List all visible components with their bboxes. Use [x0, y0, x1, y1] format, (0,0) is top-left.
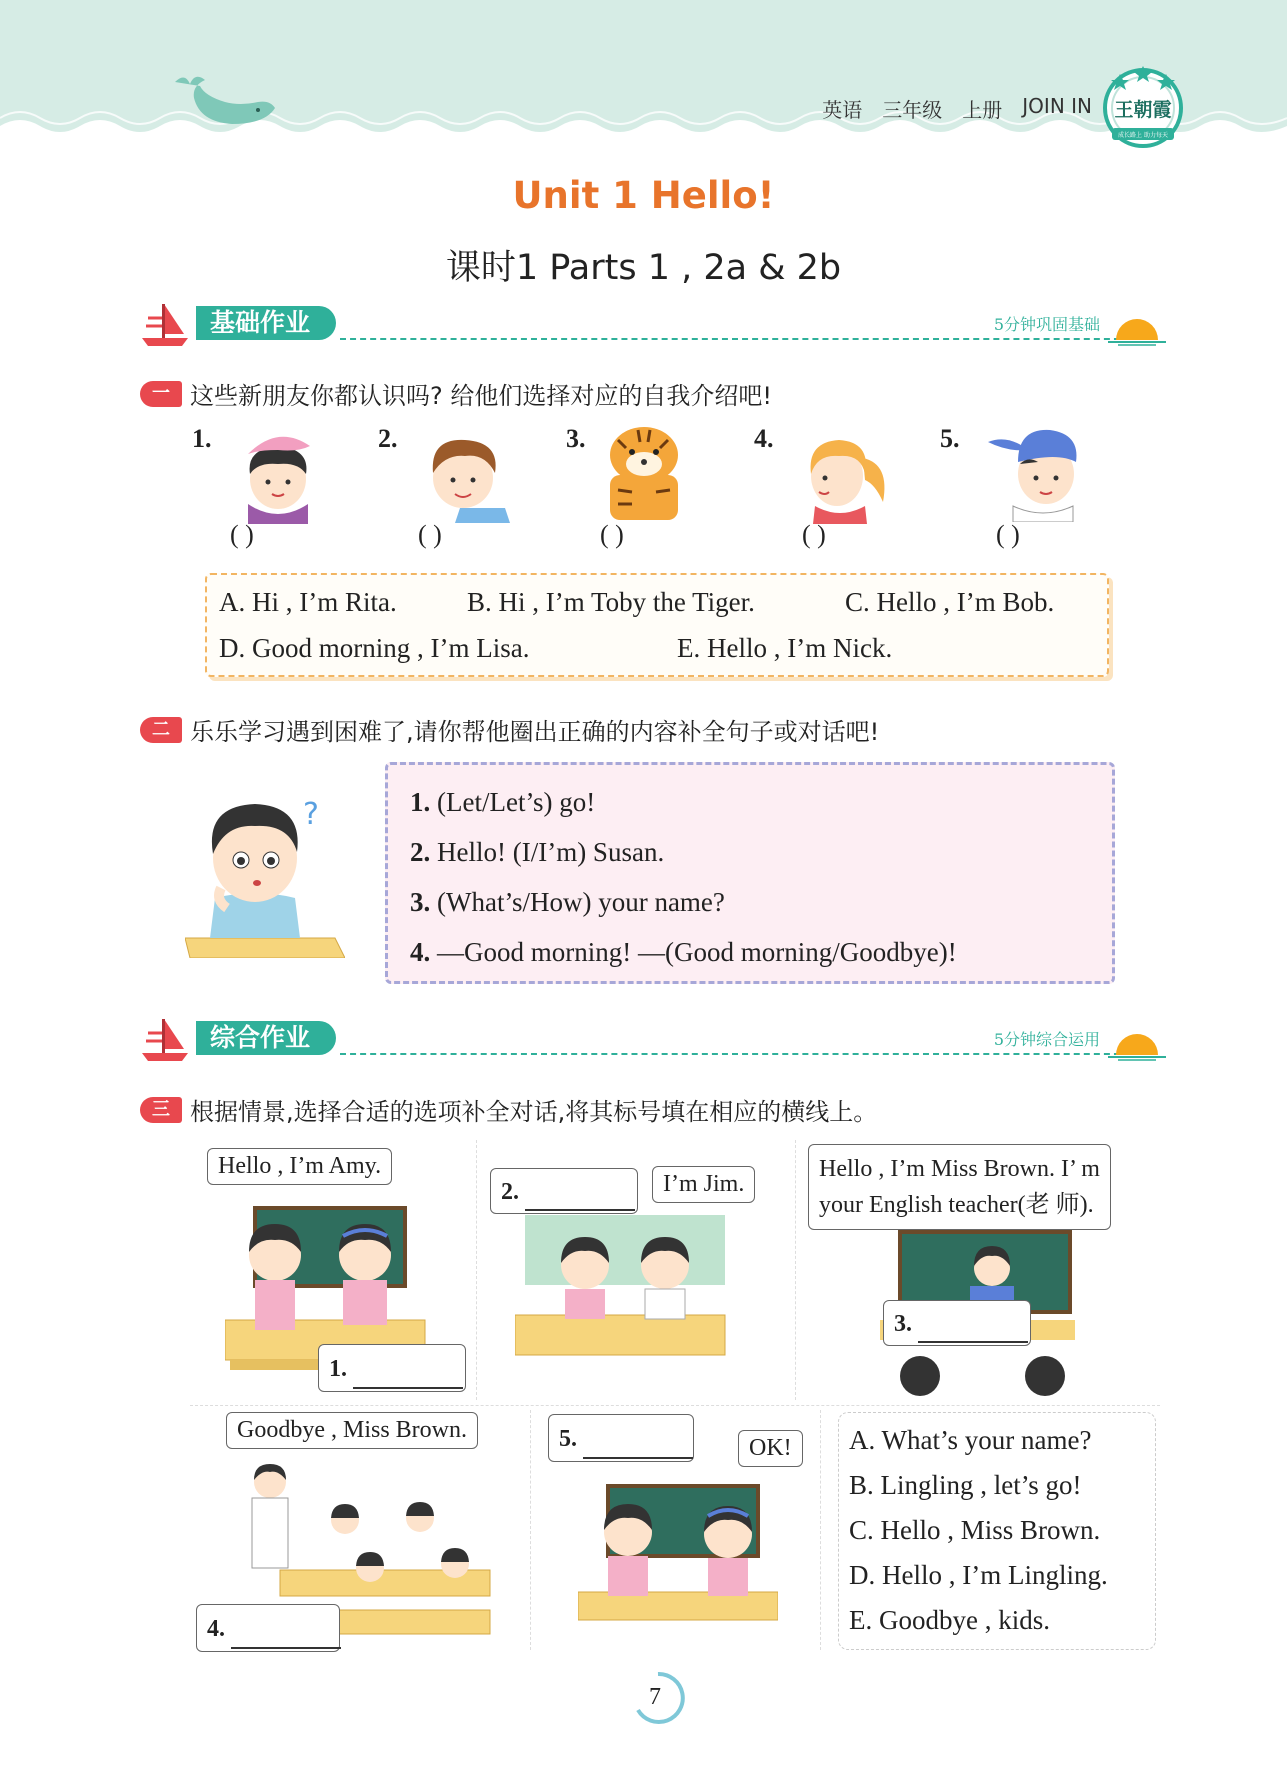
section-bar-basic [140, 300, 1170, 350]
question-2-text: 乐乐学习遇到困难了,请你帮他圈出正确的内容补全句子或对话吧! [190, 718, 880, 746]
blank-1-number: 1. [329, 1356, 347, 1382]
speech-bubble-ok: OK! [738, 1430, 803, 1467]
speech-line-2: your English teacher(老 师). [819, 1192, 1094, 1218]
boy-brown-hair-image [415, 428, 515, 523]
crumb-subject: 英语 [822, 98, 863, 122]
answer-bubble-4[interactable] [196, 1604, 340, 1652]
section-divider [340, 1053, 1130, 1055]
choice-1-number: 1. [410, 787, 431, 817]
answer-paren-3[interactable]: ( ) [600, 520, 624, 549]
crumb-grade: 三年级 [882, 98, 943, 122]
question-3-text: 根据情景,选择合适的选项补全对话,将其标号填在相应的横线上。 [190, 1098, 878, 1126]
blank-2-number: 2. [501, 1179, 519, 1205]
option-d: D. Good morning , I’m Lisa. [219, 633, 530, 663]
sailboat-icon [140, 1015, 190, 1065]
crumb-edition: JOIN IN [1022, 94, 1092, 118]
dialogue-option-c: C. Hello , Miss Brown. [849, 1515, 1101, 1545]
section-label-comprehensive: 综合作业 [196, 1021, 336, 1055]
section-divider [340, 338, 1130, 340]
answer-bubble-3[interactable] [883, 1300, 1031, 1346]
dialogue-option-b: B. Lingling , let’s go! [849, 1470, 1082, 1500]
speech-bubble-amy: Hello , I’m Amy. [207, 1148, 392, 1185]
blank-4-number: 4. [207, 1616, 225, 1642]
choice-3-number: 3. [410, 887, 431, 917]
speech-bubble-miss-brown [808, 1144, 1111, 1230]
crumb-volume: 上册 [962, 98, 1003, 122]
question-2-badge: 二 [140, 717, 182, 743]
picture-1-number: 1. [192, 424, 212, 453]
section-label-basic: 基础作业 [196, 306, 336, 340]
section-bar-comprehensive [140, 1015, 1170, 1065]
dialogue-option-d: D. Hello , I’m Lingling. [849, 1560, 1108, 1590]
logo-subtext: 成长路上 助力每天 [1118, 132, 1168, 139]
answer-bubble-1[interactable] [318, 1344, 466, 1392]
choice-4-number: 4. [410, 937, 431, 967]
question-1-text: 这些新朋友你都认识吗? 给他们选择对应的自我介绍吧! [190, 382, 772, 410]
question-3-badge: 三 [140, 1097, 182, 1123]
unit-title: Unit 1 Hello! [512, 174, 775, 217]
answer-paren-5[interactable]: ( ) [996, 520, 1020, 549]
thinking-boy-image [185, 788, 345, 958]
section-note-basic: 5分钟巩固基础 [993, 315, 1100, 334]
picture-4-number: 4. [754, 424, 774, 453]
grid-divider [795, 1140, 796, 1400]
grid-divider [190, 1405, 1160, 1406]
answer-paren-2[interactable]: ( ) [418, 520, 442, 549]
dialogue-options-box [838, 1412, 1156, 1650]
option-a: A. Hi , I’m Rita. [219, 587, 397, 617]
sunset-icon [1108, 314, 1166, 346]
blank-5-line [583, 1439, 693, 1459]
answer-bubble-2[interactable] [490, 1168, 638, 1214]
option-c: C. Hello , I’m Bob. [845, 587, 1055, 617]
dialogue-option-e: E. Goodbye , kids. [849, 1605, 1050, 1635]
dialogue-option-a: A. What’s your name? [849, 1425, 1092, 1455]
question-2-header [140, 712, 879, 747]
blank-3-number: 3. [894, 1311, 912, 1337]
option-b: B. Hi , I’m Toby the Tiger. [467, 587, 755, 617]
question-1-header [140, 376, 772, 411]
scene-5-classroom-image [578, 1482, 778, 1622]
picture-2-number: 2. [378, 424, 398, 453]
blank-4-line [231, 1629, 341, 1649]
grid-divider [820, 1410, 821, 1650]
choice-box [385, 762, 1115, 984]
choice-3-text[interactable]: (What’s/How) your name? [437, 887, 725, 917]
page-number: 7 [649, 1684, 661, 1710]
svg-text:?: ? [303, 797, 319, 832]
picture-3-number: 3. [566, 424, 586, 453]
grid-divider [530, 1410, 531, 1650]
choice-2-text[interactable]: Hello! (I/I’m) Susan. [437, 837, 665, 867]
whale-icon [170, 72, 280, 134]
speech-line-1: Hello , I’m Miss Brown. I’ m [819, 1156, 1100, 1182]
breadcrumb [822, 94, 1092, 123]
option-e: E. Hello , I’m Nick. [677, 633, 893, 663]
sailboat-icon [140, 300, 190, 350]
boy-blue-cap-image [988, 422, 1088, 522]
choice-4-text[interactable]: —Good morning! —(Good morning/Goodbye)! [437, 937, 957, 967]
lesson-title: 课时1 Parts 1 , 2a & 2b [445, 248, 842, 288]
girl-pink-hat-image [228, 424, 328, 524]
logo-text: 王朝霞 [1114, 99, 1172, 121]
tiger-image [598, 420, 690, 520]
picture-5-number: 5. [940, 424, 960, 453]
question-3-header [140, 1092, 877, 1127]
question-1-badge: 一 [140, 381, 182, 407]
answer-paren-4[interactable]: ( ) [802, 520, 826, 549]
blank-1-line [353, 1369, 463, 1389]
speech-bubble-goodbye: Goodbye , Miss Brown. [226, 1412, 478, 1449]
sunset-icon [1108, 1029, 1166, 1061]
scene-2-classroom-image [515, 1205, 735, 1375]
blank-3-line [918, 1323, 1028, 1343]
speech-bubble-jim: I’m Jim. [652, 1166, 755, 1203]
grid-divider [476, 1140, 477, 1400]
options-box [205, 573, 1109, 677]
answer-bubble-5[interactable] [548, 1414, 694, 1462]
choice-1-text[interactable]: (Let/Let’s) go! [437, 787, 596, 817]
brand-logo [1100, 60, 1186, 152]
answer-paren-1[interactable]: ( ) [230, 520, 254, 549]
choice-2-number: 2. [410, 837, 431, 867]
blank-5-number: 5. [559, 1426, 577, 1452]
girl-ponytail-image [795, 424, 895, 524]
section-note-comprehensive: 5分钟综合运用 [993, 1030, 1100, 1049]
blank-2-line [525, 1191, 635, 1211]
